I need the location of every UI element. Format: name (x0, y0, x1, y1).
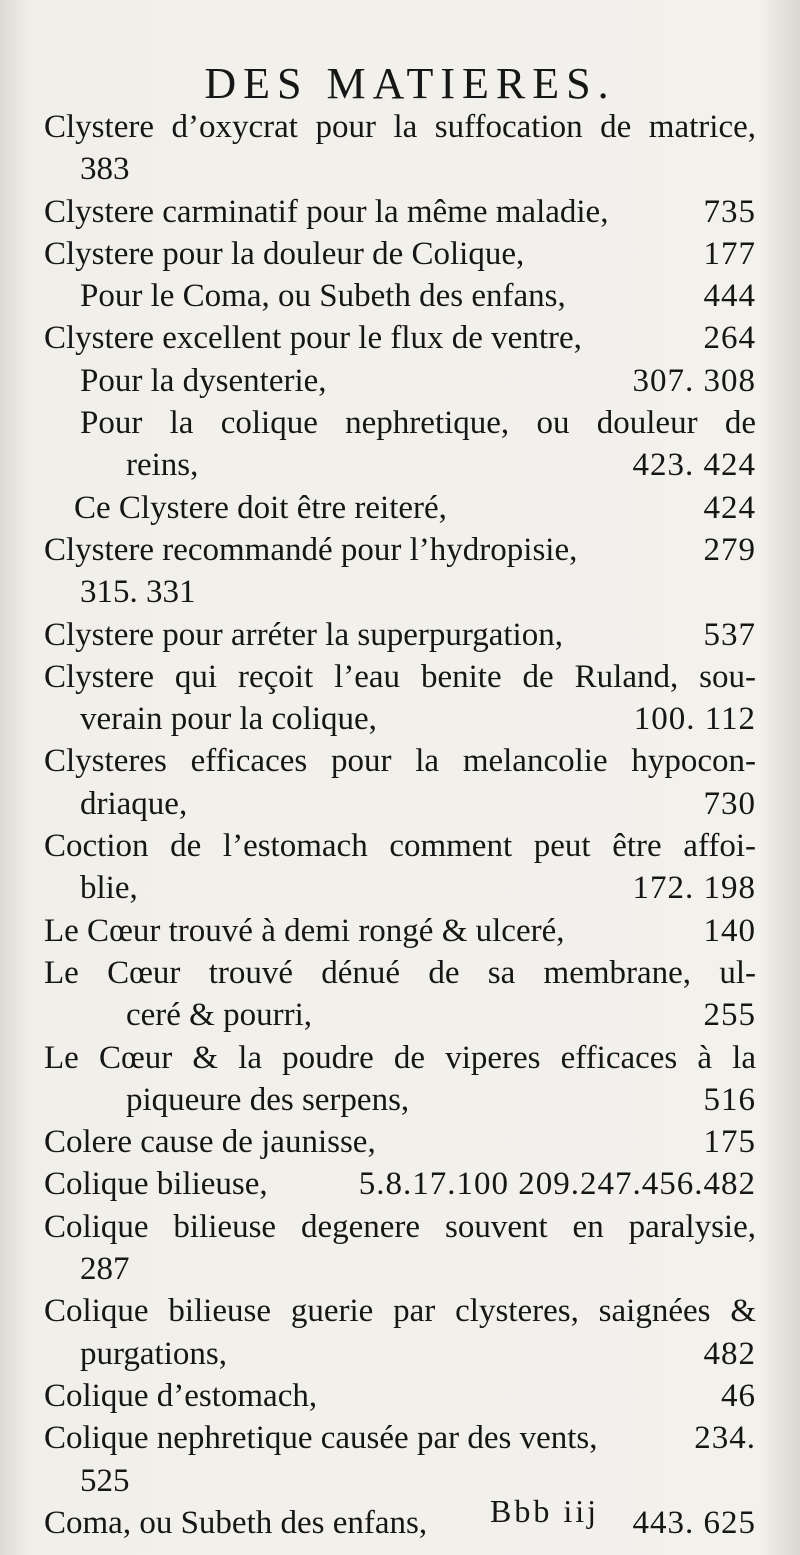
entry-text: Colique bilieuse guerie par clysteres, saignées & (44, 1293, 756, 1330)
entry-text: 525 (80, 1462, 130, 1499)
index-entry (44, 1460, 756, 1502)
entry-text: Colique nephretique causée par des vents, (44, 1420, 598, 1457)
index-entry (44, 698, 756, 740)
entry-text: Clystere qui reçoit l’eau benite de Ruland, sou- (44, 658, 756, 695)
entry-text: Colere cause de jaunisse, (44, 1124, 376, 1161)
index-entry (44, 317, 756, 359)
entry-text: Le Cœur trouvé dénué de sa membrane, ul- (44, 954, 756, 991)
entry-text: piqueure des serpens, (126, 1081, 410, 1118)
entry-page-ref: 255 (703, 997, 756, 1034)
entry-page-ref: 140 (703, 912, 756, 949)
entry-text: Clystere d’oxycrat pour la suffocation de matrice, (44, 109, 756, 145)
entry-text: Clystere pour arréter la superpurgation, (44, 616, 563, 653)
index-entry (44, 360, 756, 402)
entry-page-ref: 5.8.17.100 209.247.456.482 (358, 1166, 756, 1203)
index-entry (44, 444, 756, 486)
index-entry (44, 487, 756, 529)
index-entry (44, 1163, 756, 1205)
entry-page-ref: 279 (703, 531, 756, 568)
entry-page-ref: 516 (703, 1081, 756, 1118)
entry-page-ref: 423. 424 (632, 447, 756, 484)
index-entry (44, 1121, 756, 1163)
index-entry (44, 233, 756, 275)
index-entry (44, 1502, 756, 1544)
entry-page-ref: 100. 112 (633, 701, 756, 738)
index-entry (44, 1248, 756, 1290)
entry-page-ref: 482 (703, 1335, 756, 1372)
entry-text: ceré & pourri, (126, 997, 312, 1034)
entry-text: verain pour la colique, (80, 701, 377, 738)
entry-text: reins, (126, 447, 199, 484)
index-entry (44, 275, 756, 317)
entry-page-ref: 537 (703, 616, 756, 653)
entry-text: blie, (80, 870, 138, 907)
entry-text: Pour la colique nephretique, ou douleur de (80, 405, 756, 442)
signature-mark: Bbb iij (490, 1493, 600, 1529)
entry-text: Pour la dysenterie, (80, 362, 327, 399)
entry-page-ref: 735 (703, 193, 756, 230)
index-entry (44, 1079, 756, 1121)
index-entries (44, 106, 756, 1544)
index-entry (44, 825, 756, 867)
entry-page-ref: 443. 625 (632, 1504, 756, 1541)
index-entry (44, 614, 756, 656)
entry-text: Clystere pour la douleur de Colique, (44, 235, 525, 272)
entry-text: Clystere recommandé pour l’hydropisie, (44, 531, 578, 568)
index-entry (44, 1037, 756, 1079)
entry-text: purgations, (80, 1335, 227, 1372)
index-entry (44, 656, 756, 698)
entry-page-ref: 264 (703, 320, 756, 357)
index-entry (44, 148, 756, 190)
index-entry (44, 1417, 756, 1459)
index-entry (44, 783, 756, 825)
index-entry (44, 1290, 756, 1332)
entry-text: Colique bilieuse, (44, 1166, 268, 1203)
index-entry (44, 402, 756, 444)
index-entry (44, 994, 756, 1036)
entry-page-ref: 307. 308 (632, 362, 756, 399)
entry-text: Colique d’estomach, (44, 1377, 318, 1414)
entry-text: Colique bilieuse degenere souvent en paralysie, (44, 1208, 756, 1245)
entry-page-ref: 730 (703, 785, 756, 822)
entry-text: Ce Clystere doit être reiteré, (74, 489, 447, 526)
entry-text: Le Cœur & la poudre de viperes efficaces à la (44, 1039, 756, 1076)
entry-text: 383 (80, 151, 130, 188)
index-entry (44, 1206, 756, 1248)
page-header: DES MATIERES. (204, 59, 616, 108)
entry-page-ref: 177 (703, 235, 756, 272)
entry-text: Coma, ou Subeth des enfans, (44, 1504, 428, 1541)
entry-page-ref: 46 (721, 1377, 756, 1414)
index-entry (44, 529, 756, 571)
entry-page-ref: 424 (703, 489, 756, 526)
entry-text: Clystere carminatif pour la même maladie, (44, 193, 609, 230)
entry-text: Le Cœur trouvé à demi rongé & ulceré, (44, 912, 565, 949)
index-entry (44, 952, 756, 994)
entry-text: 287 (80, 1251, 130, 1288)
index-entry (44, 1333, 756, 1375)
index-entry (44, 910, 756, 952)
entry-text: Clysteres efficaces pour la melancolie hypocon- (44, 743, 756, 780)
index-entry (44, 191, 756, 233)
index-entry (44, 106, 756, 148)
entry-page-ref: 172. 198 (632, 870, 756, 907)
entry-text: 315. 331 (80, 574, 196, 611)
index-entry (44, 740, 756, 782)
entry-text: Pour le Coma, ou Subeth des enfans, (80, 278, 566, 315)
entry-text: driaque, (80, 785, 188, 822)
entry-text: Coction de l’estomach comment peut être affoi- (44, 828, 756, 865)
entry-page-ref: 175 (703, 1124, 756, 1161)
entry-text: Clystere excellent pour le flux de ventre, (44, 320, 582, 357)
index-entry (44, 1375, 756, 1417)
index-entry (44, 571, 756, 613)
entry-page-ref: 234. (694, 1420, 756, 1457)
entry-page-ref: 444 (703, 278, 756, 315)
index-entry (44, 867, 756, 909)
